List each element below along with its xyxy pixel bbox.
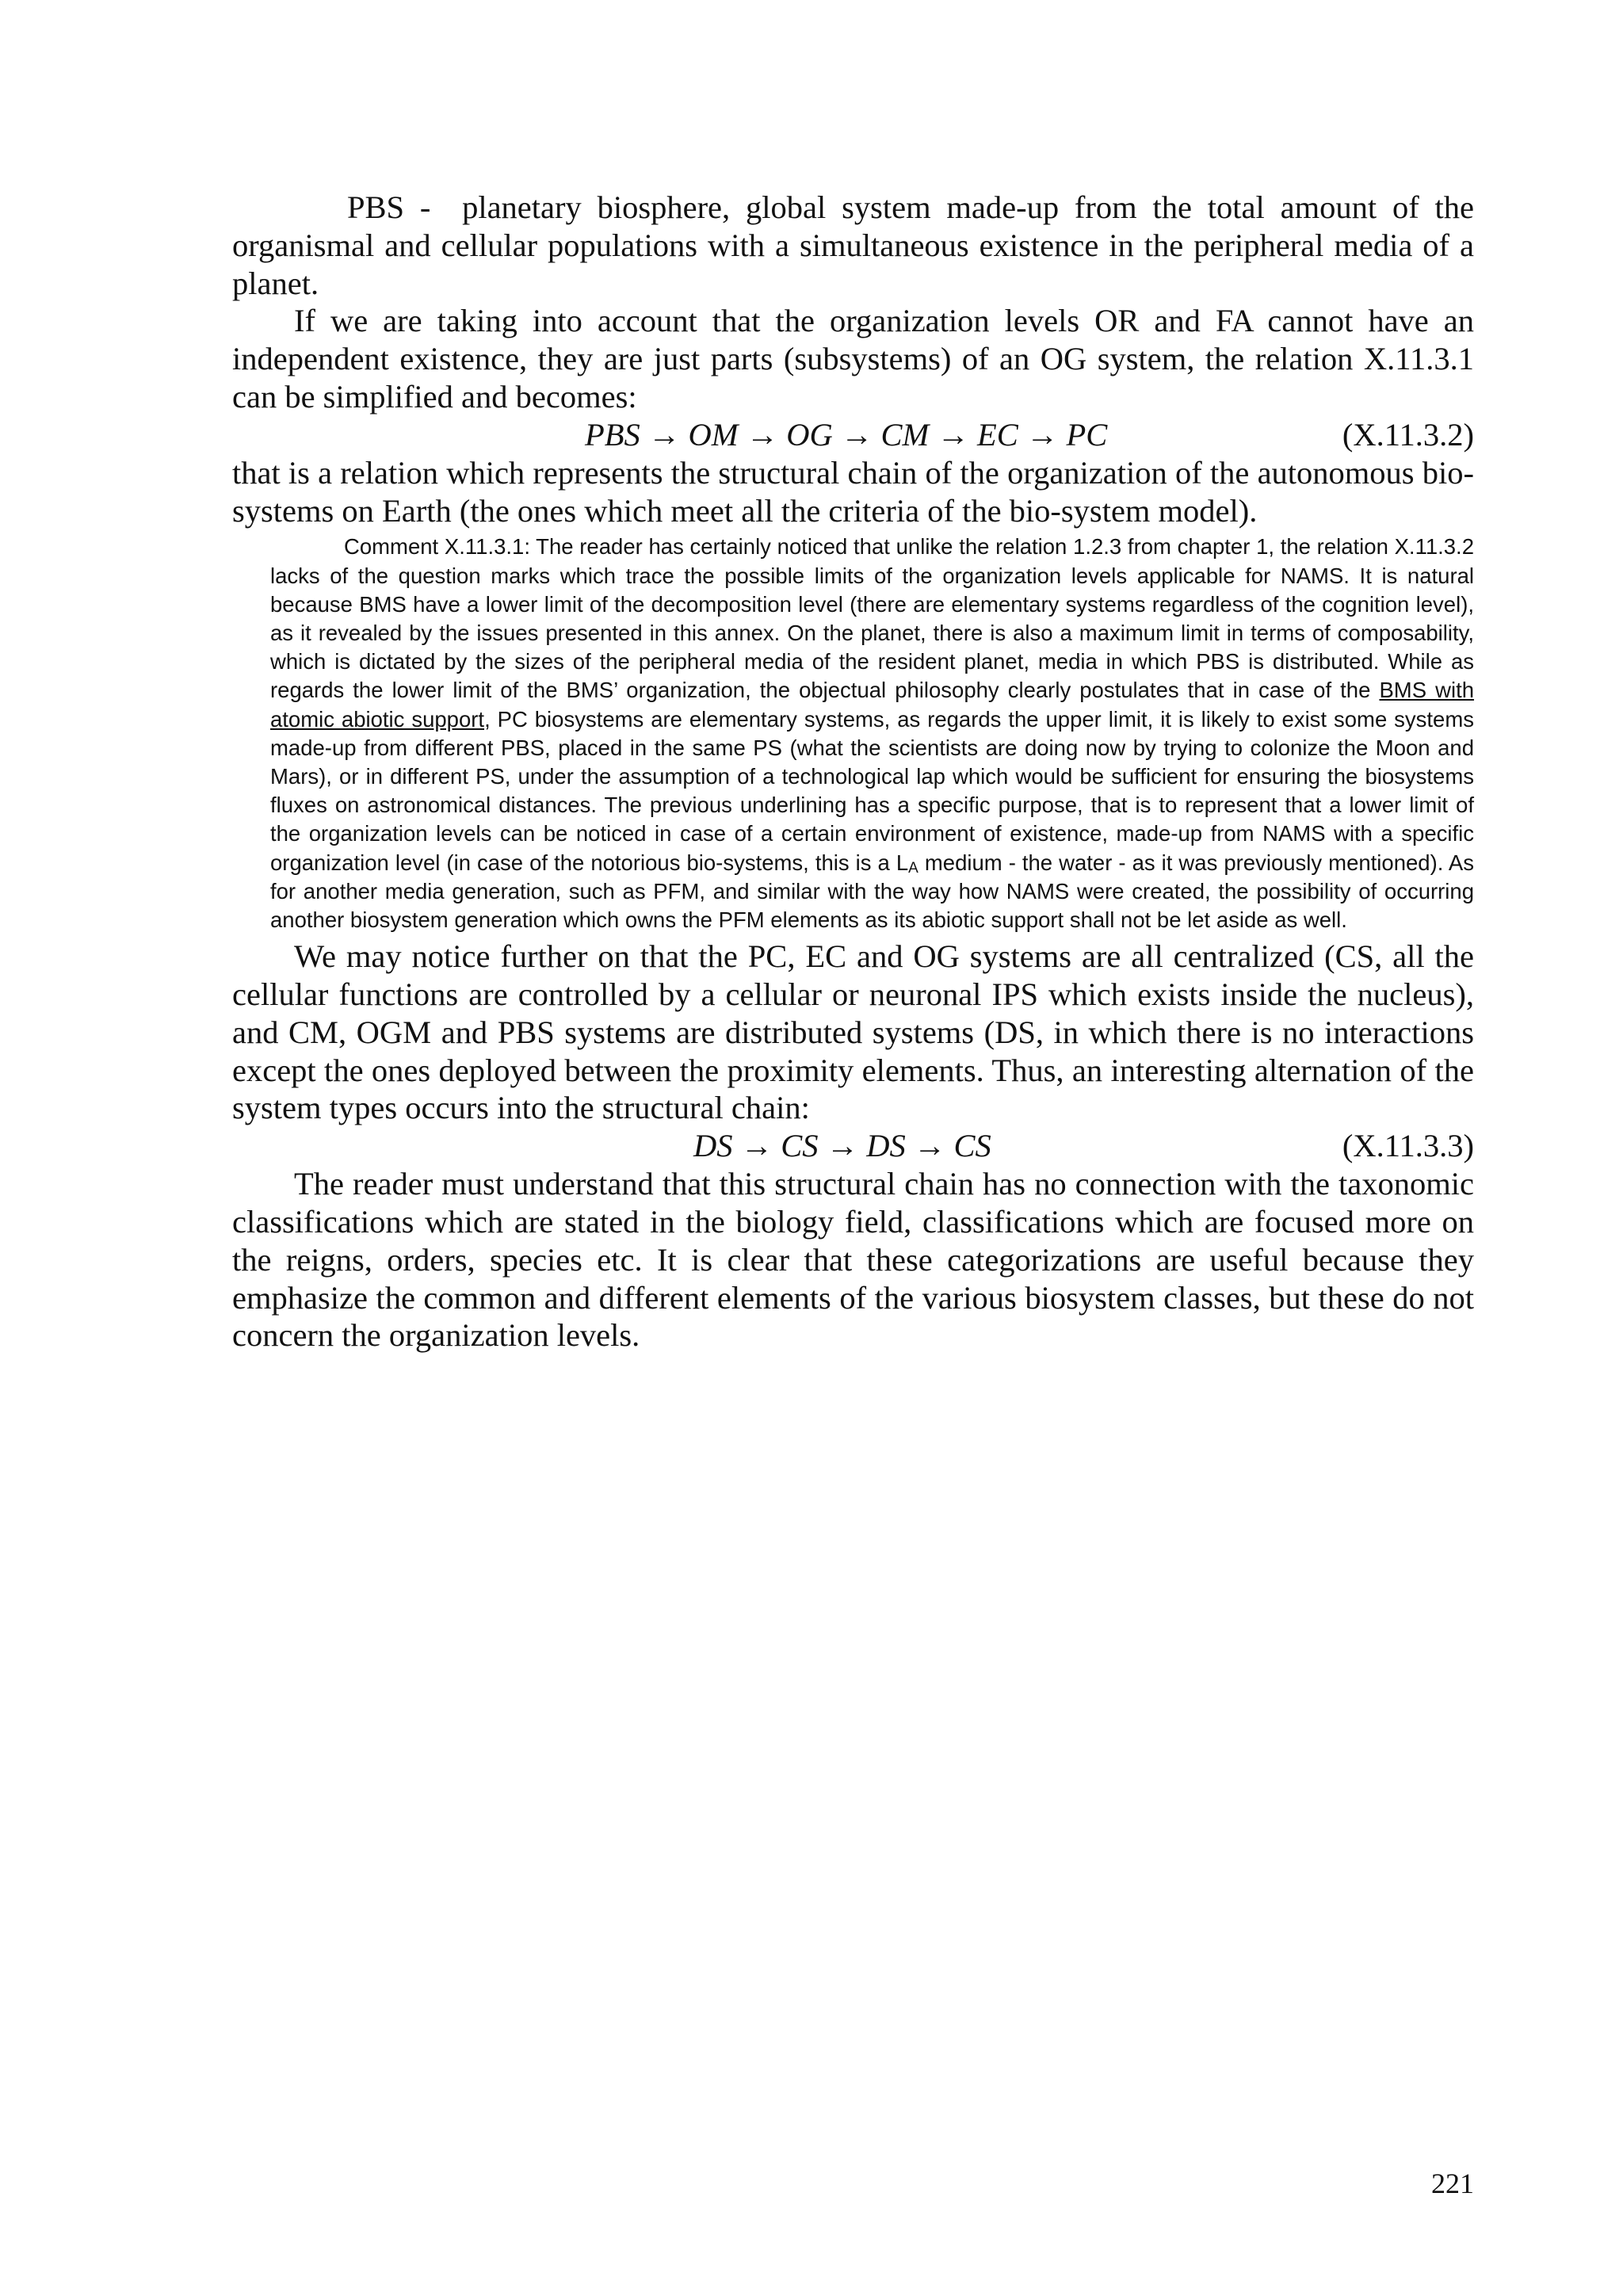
definition-text: planetary biosphere, global system made-up from the total amount of the organismal and cellular populations with a simultaneous existence in the peripheral media of a planet. bbox=[232, 189, 1474, 301]
comment-text-2: , PC biosystems are elementary systems, as regards the upper limit, it is likely to exist some systems made-up from different PBS, placed in the same PS (what the scientists are doing now by trying to colonize the Moon and Mars), or in different PS, under the assumption of a technological lap which would be sufficient for ensuring the biosystems fluxes on astronomical distances. The previous underlining has a specific purpose, that is to represent that a lower limit of the organization levels can be noticed in case of a certain environment of existence, made-up from NAMS with a specific organization level (in case of the notorious bio-systems, this is a L bbox=[270, 706, 1475, 875]
definition-pbs bbox=[232, 189, 1474, 302]
page-body bbox=[232, 189, 1474, 1354]
paragraph-3: We may notice further on that the PC, EC and OG systems are all centralized (CS, all the cellular functions are controlled by a cellular or neuronal IPS which exists inside the nucleus), and CM, OGM and PBS systems are distributed systems (DS, in which there is no interactions except the ones deployed between the proximity elements. Thus, an interesting alternation of the system types occurs into the structural chain: bbox=[232, 938, 1474, 1126]
equation-formula: DS → CS → DS → CS bbox=[693, 1128, 991, 1164]
equation-x-11-3-3 bbox=[232, 1127, 1474, 1165]
comment-underlined-text: BMS with atomic abiotic support bbox=[270, 678, 1475, 732]
comment-x-11-3-1 bbox=[270, 533, 1474, 934]
paragraph-2: that is a relation which represents the structural chain of the organization of the autonomous bio-systems on Earth (the ones which meet all the criteria of the bio-system model). bbox=[232, 454, 1474, 529]
equation-formula: PBS → OM → OG → CM → EC → PC bbox=[585, 416, 1108, 453]
comment-text-3: medium - the water - as it was previously mentioned). As for another media generation, such as PFM, and similar with the way how NAMS were created, the possibility of occurring another biosystem generation which owns the PFM elements as its abiotic support shall not be let aside as well. bbox=[270, 850, 1474, 933]
comment-subscript: A bbox=[908, 859, 918, 877]
equation-number: (X.11.3.3) bbox=[1342, 1128, 1474, 1164]
equation-number: (X.11.3.2) bbox=[1342, 416, 1474, 453]
comment-text-1: Comment X.11.3.1: The reader has certainly noticed that unlike the relation 1.2.3 from chapter 1, the relation X.11.3.2 lacks of the question marks which trace the possible limits of the organization levels applicable for NAMS. It is natural because BMS have a lower limit of the decomposition level (there are elementary systems regardless of the cognition level), as it revealed by the issues presented in this annex. On the planet, there is also a maximum limit in terms of composability, which is dictated by the sizes of the peripheral media of the resident planet, media in which PBS is distributed. While as regards the lower limit of the BMS’ organization, the objectual philosophy clearly postulates that in case of the bbox=[270, 534, 1474, 703]
paragraph-1: If we are taking into account that the organization levels OR and FA cannot have an independent existence, they are just parts (subsystems) of an OG system, the relation X.11.3.1 can be simplified and becomes: bbox=[232, 303, 1474, 415]
page-number: 221 bbox=[1431, 2168, 1474, 2199]
equation-x-11-3-2 bbox=[232, 416, 1474, 454]
definition-term: PBS - bbox=[347, 189, 431, 225]
paragraph-4: The reader must understand that this structural chain has no connection with the taxonomic classifications which are stated in the biology field, classifications which are focused more on the reigns, orders, species etc. It is clear that these categorizations are useful because they emphasize the common and different elements of the various biosystem classes, but these do not concern the organization levels. bbox=[232, 1166, 1474, 1354]
